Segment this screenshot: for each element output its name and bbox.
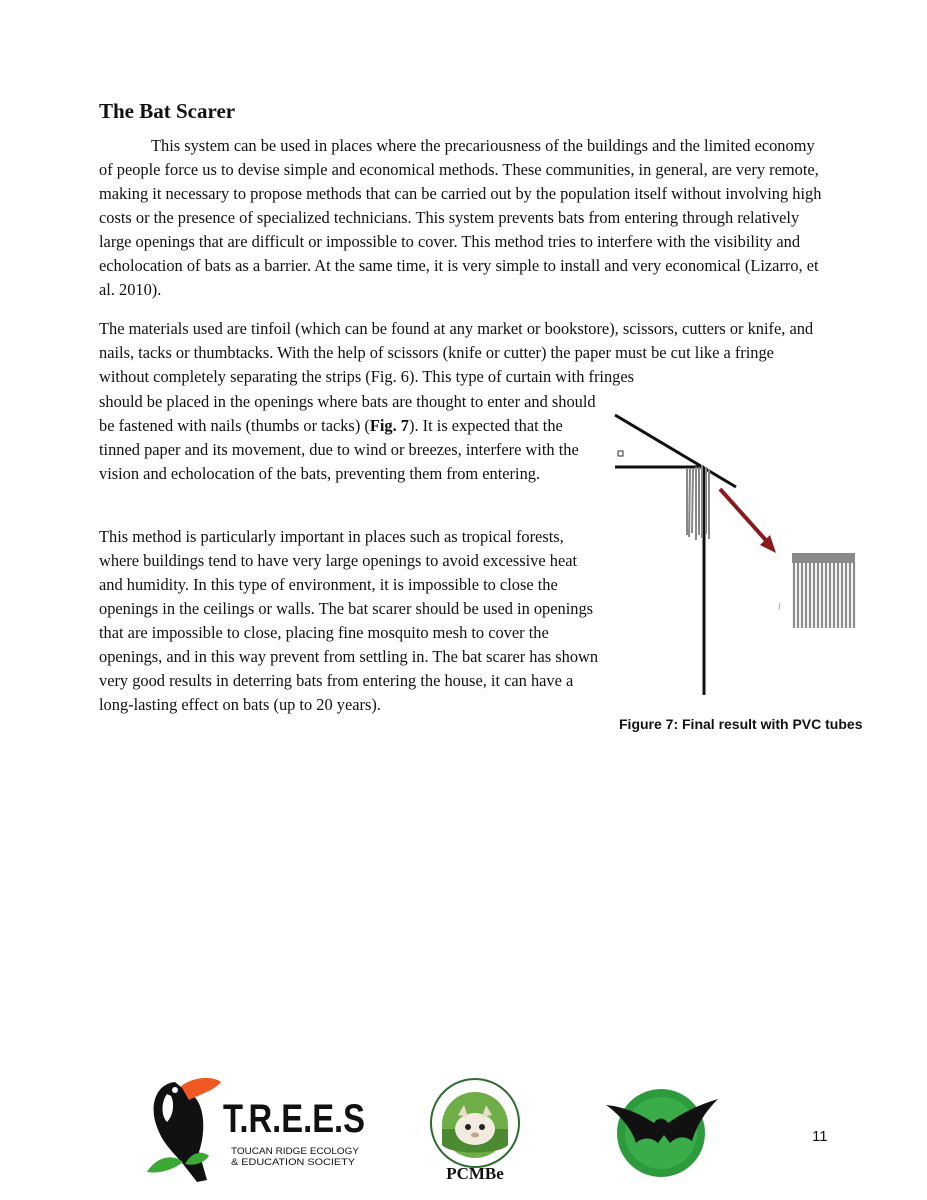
figure-caption: Figure 7: Final result with PVC tubes — [619, 716, 863, 732]
trees-logo-wordmark: T.R.E.E.S — [223, 1097, 365, 1141]
arrow-icon — [720, 489, 772, 547]
paragraph-placement-text-a: should be placed in the openings where bats are thought to enter and should be fastened with nails (thumbs or tacks) ( — [99, 392, 596, 435]
paragraph-intro — [99, 134, 829, 302]
paragraph-placement — [99, 390, 604, 486]
paragraph-importance: This method is particularly important in places such as tropical forests, where buildings tend to have very large openings to avoid excessive heat and humidity. In this type of environment, it is impossible to close the openings in the ceilings or walls. The bat scarer should be used in openings that are impossible to close, placing fine mosquito mesh to cover the openings, and in this way prevent from settling in. The bat scarer has shown very good results in deterring bats from entering the house, it can have a long-lasting effect on bats (up to 20 years). — [99, 527, 599, 714]
paragraph-materials: The materials used are tinfoil (which can be found at any market or bookstore), scissors, cutters or knife, and nails, tacks or thumbtacks. With the help of scissors (knife or cutter) the paper must be cut like a fringe without completely separating the strips (Fig. 6). This type of curtain with fringes — [99, 319, 814, 386]
roof-line — [615, 415, 736, 487]
pcmbe-logo-wordmark: PCMBe — [446, 1164, 504, 1183]
trees-logo-line2: & EDUCATION SOCIETY — [231, 1157, 356, 1168]
section-title: The Bat Scarer — [99, 99, 236, 123]
small-square-icon — [618, 451, 623, 456]
pcmbe-logo — [420, 1075, 530, 1185]
relcom-logo — [606, 1083, 721, 1183]
page-number: 11 — [812, 1128, 828, 1145]
fringe-detail — [792, 553, 855, 628]
figure-bat-scarer-diagram — [612, 407, 872, 702]
trees-logo-line1: TOUCAN RIDGE ECOLOGY — [231, 1146, 360, 1157]
hanging-fringe — [687, 465, 709, 540]
trees-logo — [145, 1072, 370, 1187]
figure-reference: Fig. 7 — [369, 416, 409, 435]
paragraph-intro-text: This system can be used in places where the precariousness of the buildings and the limited economy of people force us to devise simple and economical methods. These communities, in general, are very remote, making it necessary to propose methods that can be carried out by the population itself without involving high costs or the presence of specialized technicians. This system prevents bats from entering through relatively large openings that are difficult or impossible to cover. This method tries to interfere with the visibility and echolocation of bats as a barrier. At the same time, it is very simple to install and very economical (Lizarro, et al. 2010). — [99, 136, 822, 299]
paragraph-placement-text-b: ). It is expected that the tinned paper and its movement, due to wind or breezes, interfere with the vision and echolocation of the bats, preventing them from entering. — [99, 416, 579, 483]
